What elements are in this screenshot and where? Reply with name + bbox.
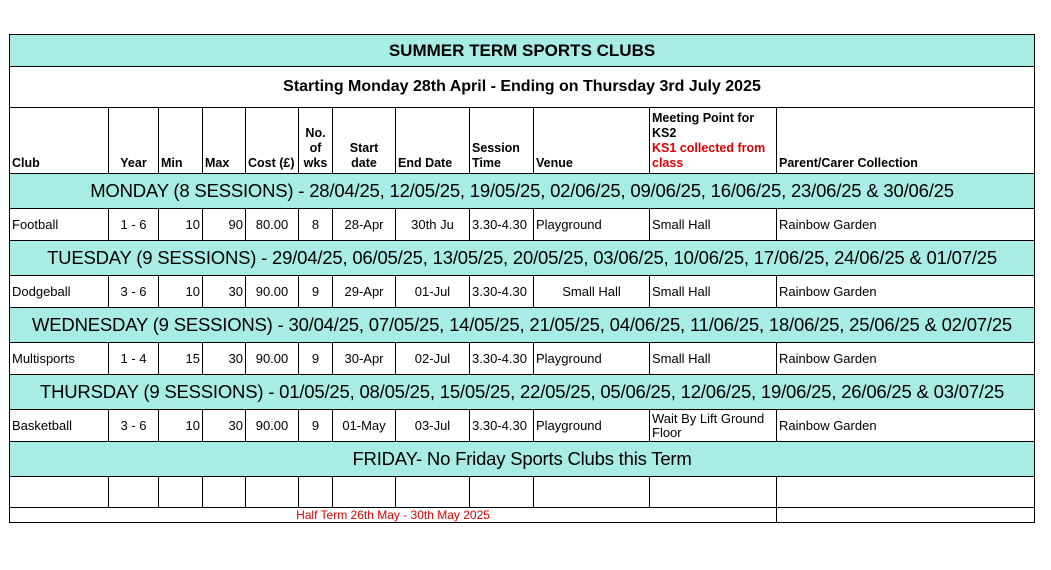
header-end-date: End Date <box>396 108 470 174</box>
header-venue: Venue <box>534 108 650 174</box>
club-weeks: 9 <box>299 410 333 442</box>
table-row <box>10 343 1035 375</box>
club-name: Basketball <box>10 410 109 442</box>
club-end: 30th Ju <box>396 209 470 241</box>
empty-row <box>10 477 1035 508</box>
club-venue: Small Hall <box>534 276 650 308</box>
club-end: 03-Jul <box>396 410 470 442</box>
header-collection: Parent/Carer Collection <box>777 108 1035 174</box>
ks1-note: KS1 collected from class <box>652 141 766 170</box>
club-collection: Rainbow Garden <box>777 410 1035 442</box>
club-min: 15 <box>159 343 203 375</box>
club-name: Multisports <box>10 343 109 375</box>
club-end: 01-Jul <box>396 276 470 308</box>
club-start: 29-Apr <box>333 276 396 308</box>
sports-clubs-table <box>9 34 1035 523</box>
club-weeks: 8 <box>299 209 333 241</box>
table-row <box>10 410 1035 442</box>
header-weeks: No. of wks <box>299 108 333 174</box>
club-time: 3.30-4.30 <box>470 410 534 442</box>
club-cost: 90.00 <box>246 276 299 308</box>
club-year: 1 - 6 <box>109 209 159 241</box>
club-start: 28-Apr <box>333 209 396 241</box>
day-heading-thursday: THURSDAY (9 SESSIONS) - 01/05/25, 08/05/25, 15/05/25, 22/05/25, 05/06/25, 12/06/25, 19/06/25, 26/06/25 & 03/07/25 <box>10 375 1035 410</box>
club-meeting: Wait By Lift Ground Floor <box>650 410 777 442</box>
day-heading-wednesday: WEDNESDAY (9 SESSIONS) - 30/04/25, 07/05/25, 14/05/25, 21/05/25, 04/06/25, 11/06/25, 18/06/25, 25/06/25 & 02/07/25 <box>10 308 1035 343</box>
club-time: 3.30-4.30 <box>470 276 534 308</box>
club-meeting: Small Hall <box>650 209 777 241</box>
header-meeting-point: Meeting Point for KS2 KS1 collected from class <box>650 108 777 174</box>
club-name: Football <box>10 209 109 241</box>
table-row <box>10 209 1035 241</box>
day-heading-friday: FRIDAY- No Friday Sports Clubs this Term <box>10 442 1035 477</box>
club-weeks: 9 <box>299 276 333 308</box>
club-meeting: Small Hall <box>650 276 777 308</box>
club-max: 30 <box>203 410 246 442</box>
header-club: Club <box>10 108 109 174</box>
header-session-time: Session Time <box>470 108 534 174</box>
club-year: 3 - 6 <box>109 276 159 308</box>
header-max: Max <box>203 108 246 174</box>
club-venue: Playground <box>534 410 650 442</box>
day-heading-tuesday: TUESDAY (9 SESSIONS) - 29/04/25, 06/05/25, 13/05/25, 20/05/25, 03/06/25, 10/06/25, 17/06/25, 24/06/25 & 01/07/25 <box>10 241 1035 276</box>
club-min: 10 <box>159 410 203 442</box>
club-venue: Playground <box>534 343 650 375</box>
header-start-date: Start date <box>333 108 396 174</box>
term-dates-subtitle: Starting Monday 28th April - Ending on Thursday 3rd July 2025 <box>10 67 1035 108</box>
club-venue: Playground <box>534 209 650 241</box>
club-collection: Rainbow Garden <box>777 276 1035 308</box>
header-year: Year <box>109 108 159 174</box>
club-year: 1 - 4 <box>109 343 159 375</box>
page-title: SUMMER TERM SPORTS CLUBS <box>10 35 1035 67</box>
club-weeks: 9 <box>299 343 333 375</box>
club-end: 02-Jul <box>396 343 470 375</box>
club-start: 01-May <box>333 410 396 442</box>
header-row <box>10 108 1035 174</box>
header-cost: Cost (£) <box>246 108 299 174</box>
half-term-note: Half Term 26th May - 30th May 2025 <box>10 508 777 523</box>
day-heading-monday: MONDAY (8 SESSIONS) - 28/04/25, 12/05/25, 19/05/25, 02/06/25, 09/06/25, 16/06/25, 23/06/25 & 30/06/25 <box>10 174 1035 209</box>
club-max: 30 <box>203 343 246 375</box>
club-cost: 90.00 <box>246 410 299 442</box>
club-collection: Rainbow Garden <box>777 343 1035 375</box>
footer-row <box>10 508 1035 523</box>
club-cost: 90.00 <box>246 343 299 375</box>
club-cost: 80.00 <box>246 209 299 241</box>
club-max: 30 <box>203 276 246 308</box>
header-min: Min <box>159 108 203 174</box>
club-time: 3.30-4.30 <box>470 343 534 375</box>
club-min: 10 <box>159 276 203 308</box>
club-min: 10 <box>159 209 203 241</box>
club-start: 30-Apr <box>333 343 396 375</box>
club-collection: Rainbow Garden <box>777 209 1035 241</box>
club-time: 3.30-4.30 <box>470 209 534 241</box>
club-meeting: Small Hall <box>650 343 777 375</box>
club-name: Dodgeball <box>10 276 109 308</box>
club-year: 3 - 6 <box>109 410 159 442</box>
table-row <box>10 276 1035 308</box>
club-max: 90 <box>203 209 246 241</box>
